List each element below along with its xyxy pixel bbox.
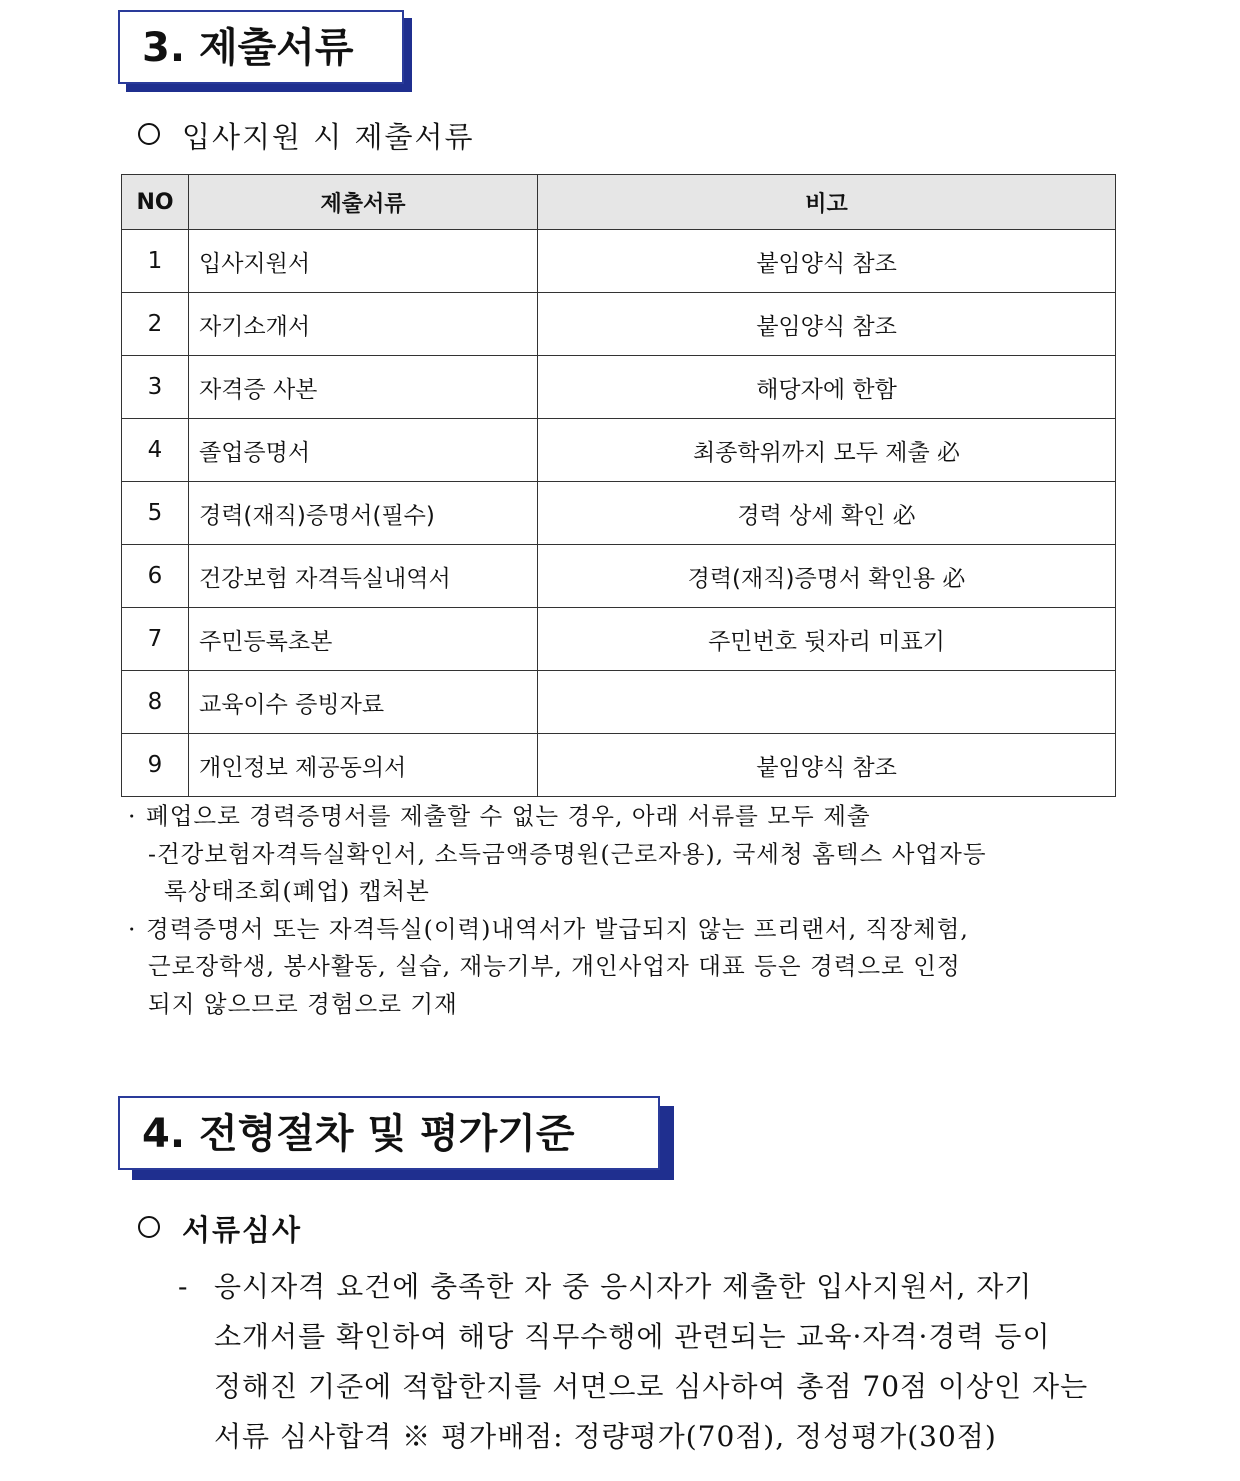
section-3-subheading: [138, 115, 475, 156]
row-note: 주민번호 뒷자리 미표기: [538, 608, 1116, 671]
row-no: 2: [122, 293, 189, 356]
note-1-sub-line-2: 록상태조회(폐업) 캡처본: [164, 877, 430, 905]
row-doc: 건강보험 자격득실내역서: [189, 545, 538, 608]
circle-bullet-icon: [138, 123, 160, 145]
dash-bullet-icon: -: [178, 1270, 189, 1303]
note-2: [128, 911, 1123, 949]
row-no: 1: [122, 230, 189, 293]
row-note: 붙임양식 참조: [538, 230, 1116, 293]
note-2-cont: [128, 948, 1123, 986]
row-note: 경력(재직)증명서 확인용 必: [538, 545, 1116, 608]
section-4-title: 4. 전형절차 및 평가기준: [118, 1096, 660, 1170]
row-doc: 주민등록초본: [189, 608, 538, 671]
header-no: NO: [122, 175, 189, 230]
note-1: [128, 798, 1123, 836]
row-doc: 경력(재직)증명서(필수): [189, 482, 538, 545]
table-row: [122, 734, 1116, 797]
table-row: [122, 356, 1116, 419]
table-row: [122, 419, 1116, 482]
row-no: 9: [122, 734, 189, 797]
table-row: [122, 230, 1116, 293]
desc-line-3: 정해진 기준에 적합한지를 서면으로 심사하여 총점 70점 이상인 자는: [214, 1370, 1089, 1403]
header-doc: 제출서류: [189, 175, 538, 230]
dot-bullet-icon: ·: [128, 802, 137, 830]
desc-line-4: 서류 심사합격 ※ 평가배점: 정량평가(70점), 정성평가(30점): [214, 1420, 997, 1453]
row-note: 최종학위까지 모두 제출 必: [538, 419, 1116, 482]
row-no: 3: [122, 356, 189, 419]
row-note: [538, 671, 1116, 734]
subheading-text: 서류심사: [182, 1213, 303, 1247]
note-1-sub-cont: [128, 873, 1123, 911]
desc-line-1-text: 응시자격 요건에 충족한 자 중 응시자가 제출한 입사지원서, 자기: [214, 1270, 1033, 1303]
table-row: [122, 482, 1116, 545]
document-screening-description: [178, 1262, 1123, 1462]
table-header-row: [122, 175, 1116, 230]
row-no: 5: [122, 482, 189, 545]
row-no: 4: [122, 419, 189, 482]
note-2-line-3: 되지 않으므로 경험으로 기재: [148, 989, 458, 1018]
note-1-sub: [128, 836, 1123, 874]
submission-notes: [128, 798, 1123, 1023]
row-doc: 자기소개서: [189, 293, 538, 356]
row-doc: 교육이수 증빙자료: [189, 671, 538, 734]
row-note: 해당자에 한함: [538, 356, 1116, 419]
row-note: 경력 상세 확인 必: [538, 482, 1116, 545]
row-no: 7: [122, 608, 189, 671]
note-1-text: 폐업으로 경력증명서를 제출할 수 없는 경우, 아래 서류를 모두 제출: [146, 802, 871, 830]
table-row: [122, 293, 1116, 356]
dot-bullet-icon: ·: [128, 914, 137, 943]
note-1-sub-line-1: -건강보험자격득실확인서, 소득금액증명원(근로자용), 국세청 홈텍스 사업자등: [148, 839, 987, 868]
note-2-cont: [128, 986, 1123, 1024]
section-4-subheading: [138, 1208, 302, 1249]
desc-line-2: 소개서를 확인하여 해당 직무수행에 관련되는 교육·자격·경력 등이: [214, 1320, 1051, 1353]
row-doc: 입사지원서: [189, 230, 538, 293]
row-note: 붙임양식 참조: [538, 734, 1116, 797]
circle-bullet-icon: [138, 1216, 160, 1238]
desc-line-1: [178, 1262, 1123, 1312]
row-doc: 자격증 사본: [189, 356, 538, 419]
subheading-text: 입사지원 시 제출서류: [182, 120, 475, 154]
section-3-title: 3. 제출서류: [118, 10, 404, 84]
row-no: 6: [122, 545, 189, 608]
row-doc: 개인정보 제공동의서: [189, 734, 538, 797]
documents-table: [121, 174, 1116, 797]
row-no: 8: [122, 671, 189, 734]
note-2-line-1: 경력증명서 또는 자격득실(이력)내역서가 발급되지 않는 프리랜서, 직장체험,: [146, 914, 969, 943]
row-note: 붙임양식 참조: [538, 293, 1116, 356]
table-row: [122, 671, 1116, 734]
row-doc: 졸업증명서: [189, 419, 538, 482]
table-row: [122, 545, 1116, 608]
table-row: [122, 608, 1116, 671]
note-2-line-2: 근로장학생, 봉사활동, 실습, 재능기부, 개인사업자 대표 등은 경력으로 인정: [148, 952, 961, 980]
header-note: 비고: [538, 175, 1116, 230]
